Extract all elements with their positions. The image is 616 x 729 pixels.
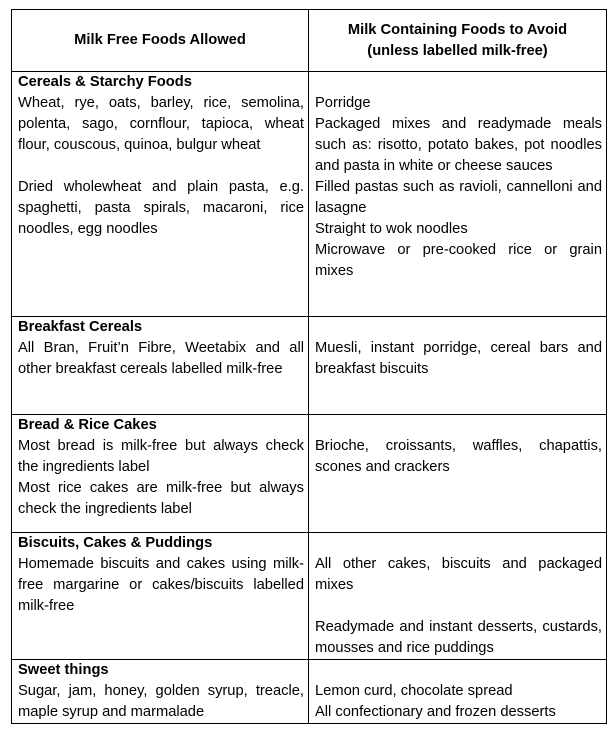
avoid-item: Lemon curd, chocolate spread [315, 683, 513, 699]
allowed-item: Sugar, jam, honey, golden syrup, treacle, maple syrup and marmalade [18, 683, 304, 720]
table-row [12, 317, 607, 415]
allowed-item: Most bread is milk-free but always check the ingredients label [18, 438, 304, 475]
allowed-item: All Bran, Fruit’n Fibre, Weetabix and all other breakfast cereals labelled milk-free [18, 340, 304, 377]
avoid-item: Filled pastas such as ravioli, cannelloni and lasagne [315, 179, 602, 216]
category-heading: Biscuits, Cakes & Puddings [18, 535, 213, 551]
header-row [12, 10, 607, 72]
avoid-item: Microwave or pre-cooked rice or grain mixes [315, 242, 602, 279]
table-row [12, 533, 607, 660]
category-heading: Cereals & Starchy Foods [18, 74, 192, 90]
allowed-cell [12, 660, 309, 724]
avoid-cell [309, 533, 607, 660]
allowed-item: Dried wholewheat and plain pasta, e.g. spaghetti, pasta spirals, macaroni, rice noodles, egg noodles [18, 179, 304, 237]
avoid-item: Packaged mixes and readymade meals such as: risotto, potato bakes, pot noodles and pasta in white or cheese sauces [315, 116, 602, 174]
avoid-item: Readymade and instant desserts, custards, mousses and rice puddings [315, 619, 602, 656]
avoid-item: Brioche, croissants, waffles, chapattis, scones and crackers [315, 438, 602, 475]
allowed-item: Homemade biscuits and cakes using milk-free margarine or cakes/biscuits labelled milk-free [18, 556, 304, 614]
table-row [12, 660, 607, 724]
allowed-cell [12, 317, 309, 415]
table-row [12, 415, 607, 533]
allowed-cell [12, 415, 309, 533]
avoid-item: All confectionary and frozen desserts [315, 704, 556, 720]
header-allowed-label: Milk Free Foods Allowed [74, 32, 246, 48]
avoid-cell [309, 415, 607, 533]
category-heading: Bread & Rice Cakes [18, 417, 157, 433]
category-heading: Sweet things [18, 662, 109, 678]
table-row [12, 72, 607, 317]
avoid-item: Porridge [315, 95, 371, 111]
allowed-cell [12, 533, 309, 660]
category-heading: Breakfast Cereals [18, 319, 143, 335]
avoid-cell [309, 660, 607, 724]
allowed-item: Wheat, rye, oats, barley, rice, semolina, polenta, sago, cornflour, tapioca, wheat flour, couscous, quinoa, bulgur wheat [18, 95, 304, 153]
avoid-item: Muesli, instant porridge, cereal bars and breakfast biscuits [315, 340, 602, 377]
avoid-item: All other cakes, biscuits and packaged mixes [315, 556, 602, 593]
avoid-cell [309, 317, 607, 415]
avoid-item: Straight to wok noodles [315, 221, 468, 237]
milk-foods-table [11, 9, 607, 724]
header-avoid-label: Milk Containing Foods to Avoid [347, 21, 568, 38]
avoid-cell [309, 72, 607, 317]
allowed-item: Most rice cakes are milk-free but always check the ingredients label [18, 480, 304, 517]
allowed-cell [12, 72, 309, 317]
header-avoid [309, 10, 607, 72]
header-avoid-note: (unless labelled milk-free) [367, 42, 548, 59]
header-allowed [12, 10, 309, 72]
